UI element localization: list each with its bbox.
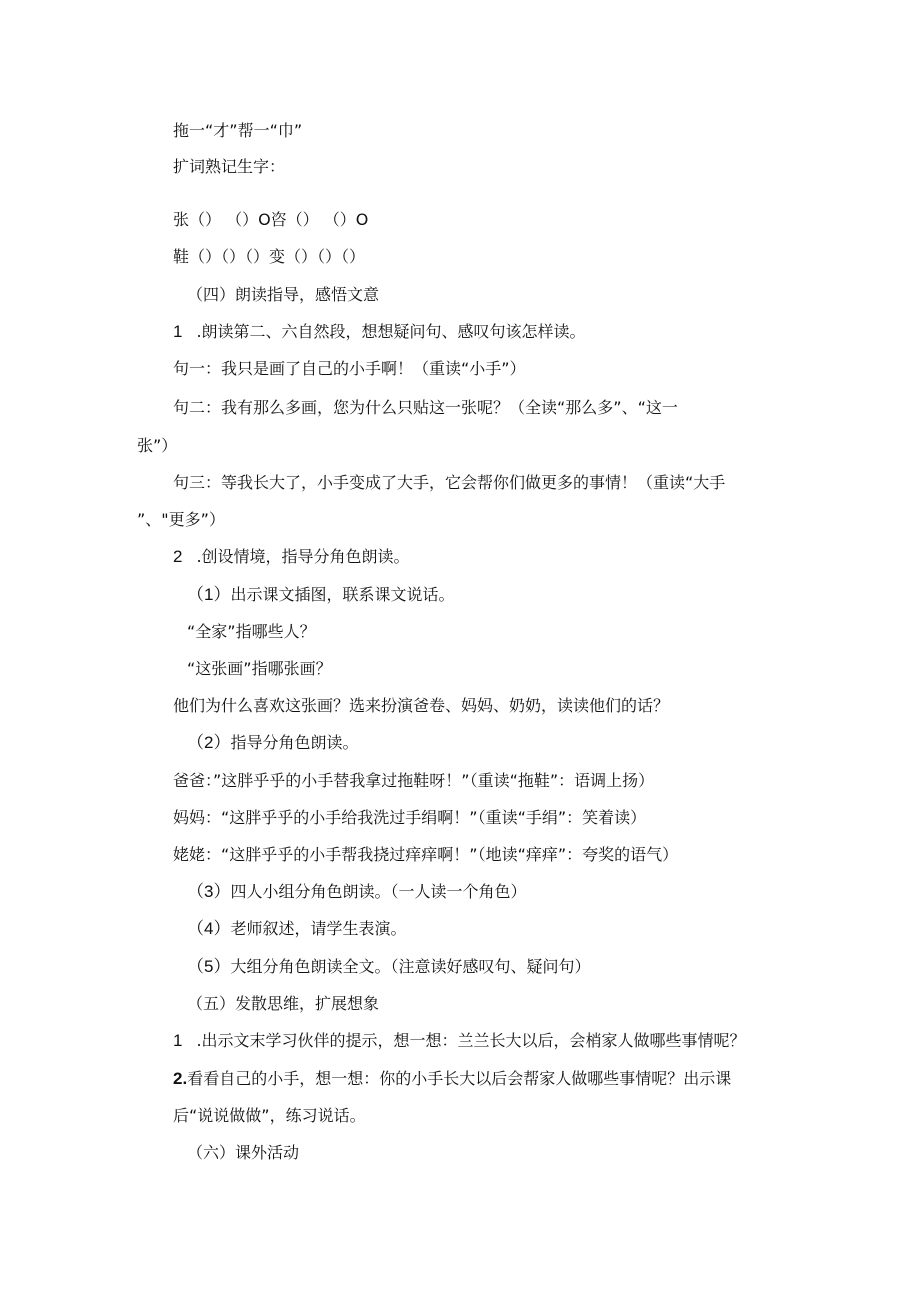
item-text: 大组分角色朗读全文。（注意读好感叹句、疑问句）	[230, 957, 591, 976]
text-line: “这张画”指哪张画？	[187, 659, 332, 678]
item-number: 1	[173, 1031, 183, 1050]
numbered-item	[173, 1069, 731, 1089]
numbered-item	[187, 882, 526, 902]
item-text: 指导分角色朗读。	[230, 733, 359, 752]
text-line: 张（） （）O咨（） （）O	[173, 210, 369, 229]
numbered-item	[173, 547, 410, 567]
text-line: 拖一“才”帮一“巾”	[173, 121, 303, 140]
item-number: （3）	[187, 882, 231, 901]
item-text: 四人小组分角色朗读。（一人读一个角色）	[230, 882, 527, 901]
text-line: 爸爸：”这胖乎乎的小手替我拿过拖鞋呀！”（重读“拖鞋”：语调上扬）	[173, 771, 655, 790]
text-line: 他们为什么喜欢这张画？选来扮演爸卷、妈妈、奶奶，读读他们的话？	[173, 696, 670, 715]
text-line: 扩词熟记生字：	[173, 157, 286, 176]
text-line: 句三：等我长大了，小手变成了大手，它会帮你们做更多的事情！（重读“大手	[173, 473, 726, 492]
text-line: 句一：我只是画了自己的小手啊！（重读“小手”）	[173, 359, 526, 378]
item-number: （5）	[187, 957, 231, 976]
item-text: 老师叙述，请学生表演。	[230, 919, 407, 938]
text-line: 后“说说做做”，练习说话。	[173, 1106, 366, 1125]
text-line: 张”）	[137, 436, 178, 455]
item-text: .朗读第二、六自然段，想想疑问句、感叹句该怎样读。	[196, 322, 586, 341]
text-line: 句二：我有那么多画，您为什么只贴这一张呢？（全读“那么多”、“这一	[173, 398, 678, 417]
text-line: ”、"更多”）	[137, 510, 225, 529]
text-line: 妈妈：“这胖乎乎的小手给我洗过手绢啊！”（重读“手绢”：笑着读）	[173, 808, 647, 827]
item-number: 2	[173, 547, 183, 566]
item-number: 2.	[173, 1069, 188, 1088]
numbered-item	[173, 322, 586, 342]
item-text: .出示文末学习伙伴的提示，想一想：兰兰长大以后，会梢家人做哪些事情呢？	[196, 1031, 746, 1050]
item-text: 出示课文插图，联系课文说话。	[230, 585, 455, 604]
text-line: “全家”指哪些人？	[187, 622, 316, 641]
section-heading: （五）发散思维，扩展想象	[187, 994, 380, 1013]
section-heading: （六）课外活动	[187, 1143, 300, 1162]
numbered-item	[187, 733, 358, 753]
section-heading: （四）朗读指导，感悟文意	[187, 285, 380, 304]
numbered-item	[187, 957, 590, 977]
numbered-item	[187, 585, 454, 605]
text-line: 鞋（）（）（）变（）（）（）	[173, 247, 366, 266]
item-text: .创设情境，指导分角色朗读。	[196, 547, 410, 566]
text-line: 姥姥：“这胖乎乎的小手帮我挠过痒痒啊！”（地读“痒痒”：夸奖的语气）	[173, 845, 679, 864]
numbered-item	[187, 919, 406, 939]
item-text: 看看自己的小手，想一想：你的小手长大以后会帮家人做哪些事情呢？出示课	[187, 1069, 732, 1088]
item-number: （4）	[187, 919, 231, 938]
item-number: （2）	[187, 733, 231, 752]
item-number: 1	[173, 322, 183, 341]
numbered-item	[173, 1031, 746, 1051]
item-number: （1）	[187, 585, 231, 604]
